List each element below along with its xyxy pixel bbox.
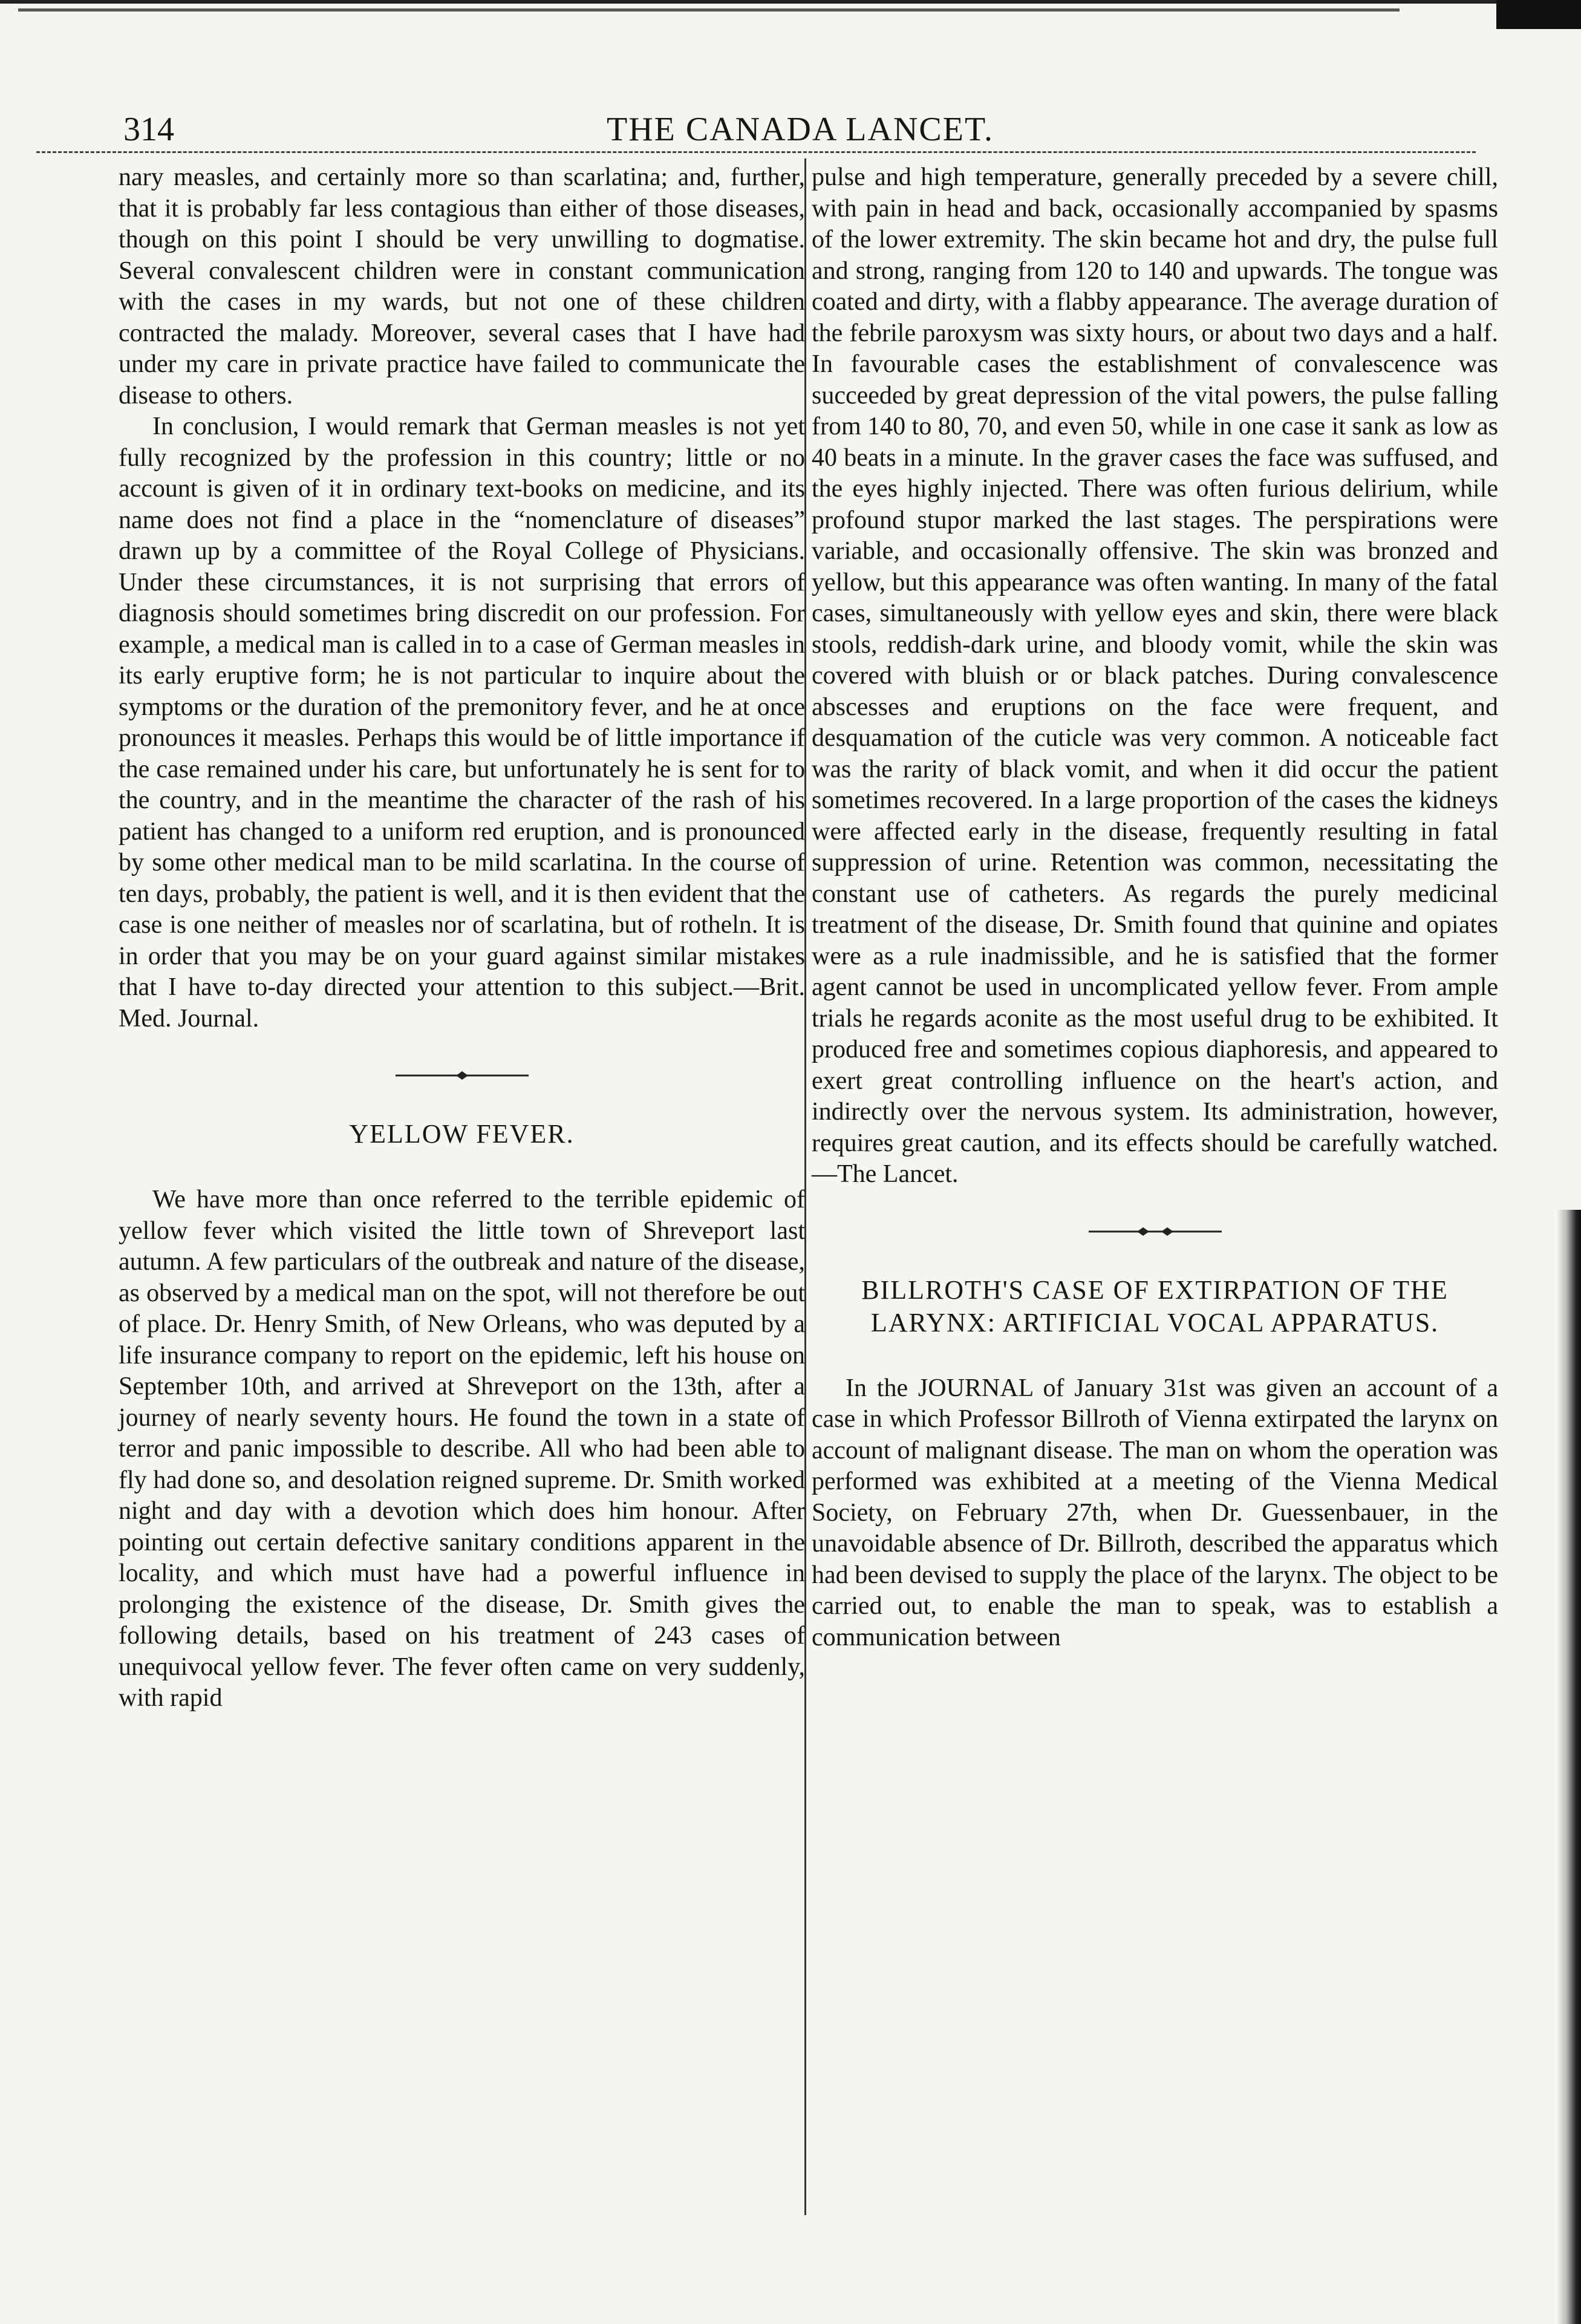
- ornament-divider: [1089, 1226, 1222, 1238]
- page-header: [112, 102, 1488, 156]
- page-number: 314: [123, 111, 174, 148]
- right-column: [812, 162, 1498, 2219]
- left-paragraph-2: In conclusion, I would remark that German measles is not yet fully recognized by the profession in this country; little or no account is given of it in ordinary text-books on medicine, and its name does not find a place in the “nomenclature of diseases” drawn up by a committee of the Royal College of Physicians. Under these circumstances, it is not surprising that errors of diagnosis should sometimes bring discredit on our profession. For example, a medical man is called in to a case of German measles in its early eruptive form; he is not particular to inquire about the symptoms or the duration of the premonitory fever, and he at once pronounces it measles. Perhaps this would be of little importance if the case remained under his care, but unfortunately he is sent for to the country, and in the meantime the character of the rash of his patient has changed to a uniform red eruption, and is pronounced by some other medical man to be mild scarlatina. In the course of ten days, probably, the patient is well, and it is then evident that the case is one neither of measles nor of scarlatina, but of rotheln. It is in order that you may be on your guard against similar mistakes that I have to-day directed your attention to this subject.—Brit. Med. Journal.: [119, 413, 805, 1033]
- right-paragraph-1: pulse and high temperature, generally preceded by a severe chill, with pain in head and back, occasionally accompanied by spasms of the lower extremity. The skin became hot and dry, the pulse full and strong, ranging from 120 to 140 and upwards. The tongue was coated and dirty, with a flabby appearance. The average duration of the febrile paroxysm was sixty hours, or about two days and a half. In favourable cases the establishment of convalescence was succeeded by great depression of the vital powers, the pulse falling from 140 to 80, 70, and even 50, while in one case it sank as low as 40 beats in a minute. In the graver cases the face was suffused, and the eyes highly injected. There was often furious delirium, while profound stupor marked the last stages. The perspirations were variable, and occasionally offensive. The skin was bronzed and yellow, but this appearance was often wanting. In many of the fatal cases, simultaneously with yellow eyes and skin, there were black stools, reddish-dark urine, and bloody vomit, while the skin was covered with bluish or or black patches. During convalescence abscesses and eruptions on the face were frequent, and desquamation of the cuticle was very common. A noticeable fact was the rarity of black vomit, and when it did occur the patient sometimes recovered. In a large proportion of the cases the kidneys were affected early in the disease, frequently resulting in fatal suppression of urine. Retention was common, necessitating the constant use of catheters. As regards the purely medicinal treatment of the disease, Dr. Smith found that quinine and opiates were as a rule inadmissible, and he is satisfied that the former agent cannot be used in uncomplicated yellow fever. From ample trials he regards aconite as the most useful drug to be exhibited. It produced free and sometimes copious diaphoresis, and appeared to exert great controlling influence on the heart's action, and indirectly over the nervous system. Its administration, however, requires great caution, and its effects should be carefully watched.—The Lancet.: [812, 163, 1498, 1188]
- scan-artifact-top: [0, 0, 1581, 24]
- right-paragraph-2: In the JOURNAL of January 31st was given an account of a case in which Professor Billroth of Vienna extirpated the larynx on account of malignant disease. The man on whom the operation was performed was exhibited at a meeting of the Vienna Medical Society, on February 27th, when Dr. Guessenbauer, in the unavoidable absence of Dr. Billroth, described the apparatus which had been devised to supply the place of the larynx. The object to be carried out, to enable the man to speak, was to establish a communication between: [812, 1374, 1498, 1651]
- column-divider: [804, 158, 806, 2215]
- ornament-divider: [396, 1069, 529, 1082]
- left-column: [119, 162, 805, 2219]
- left-paragraph-3: We have more than once referred to the terrible epidemic of yellow fever which visited the little town of Shreveport last autumn. A few particulars of the outbreak and nature of the disease, as observed by a medical man on the spot, will not therefore be out of place. Dr. Henry Smith, of New Orleans, who was deputed by a life insurance company to report on the epidemic, left his house on September 10th, and arrived at Shreveport on the 13th, after a journey of nearly seventy hours. He found the town in a state of terror and panic impossible to describe. All who had been able to fly had done so, and desolation reigned supreme. Dr. Smith worked night and day with a devotion which does him honour. After pointing out certain defective sanitary conditions apparent in the locality, and which must have had a powerful influence in prolonging the existence of the disease, Dr. Smith gives the following details, based on his treatment of 243 cases of unequivocal yellow fever. The fever often came on very suddenly, with rapid: [119, 1186, 805, 1712]
- section-title-billroth: BILLROTH'S CASE OF EXTIRPATION OF THE LARYNX: ARTIFICIAL VOCAL APPARATUS.: [861, 1275, 1449, 1337]
- running-title: THE CANADA LANCET.: [606, 111, 994, 148]
- header-rule: [36, 151, 1476, 153]
- left-paragraph-1: nary measles, and certainly more so than scarlatina; and, further, that it is probably far less contagious than either of those diseases, though on this point I should be very unwilling to dogmatise. Several convalescent children were in constant communication with the cases in my wards, but not one of these children contracted the malady. Moreover, several cases that I have had under my care in private practice have failed to communicate the disease to others.: [119, 163, 805, 410]
- scan-artifact-right-edge: [1557, 1210, 1581, 2324]
- section-title-yellow-fever: YELLOW FEVER.: [349, 1119, 575, 1149]
